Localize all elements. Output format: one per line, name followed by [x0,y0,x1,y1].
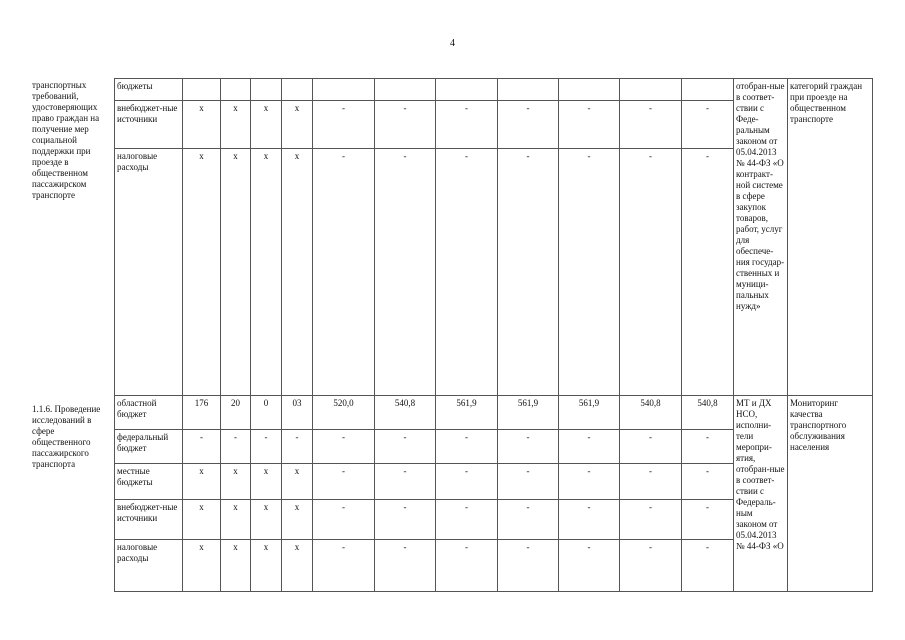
value-cell: - [559,430,620,464]
table-row [115,396,873,430]
value-cell: - [375,101,436,149]
value-cell: х [251,540,282,592]
value-cell: 520,0 [313,396,375,430]
value-cell: - [375,540,436,592]
value-cell: х [221,149,251,396]
value-cell: 20 [221,396,251,430]
value-cell [436,79,498,101]
result-cell: категорий граждан при проезде на общественном транспорте [788,79,873,396]
funding-source-cell: федеральный бюджет [115,430,183,464]
table-row [115,79,873,101]
value-cell: 540,8 [620,396,682,430]
value-cell: х [251,101,282,149]
value-cell: - [436,101,498,149]
value-cell: 561,9 [436,396,498,430]
value-cell: - [498,149,559,396]
value-cell: х [282,500,313,540]
value-cell: - [313,101,375,149]
value-cell: - [498,101,559,149]
value-cell: 561,9 [559,396,620,430]
value-cell: х [183,101,221,149]
value-cell: - [251,430,282,464]
value-cell: - [436,464,498,500]
value-cell: х [183,149,221,396]
value-cell: - [436,430,498,464]
value-cell: - [559,149,620,396]
value-cell [282,79,313,101]
value-cell: - [682,464,734,500]
table-part-2 [115,396,873,592]
executor-cell: МТ и ДХ НСО, исполни-тели меропри-ятия, отобран-ные в соответ-ствии с Федераль-ным законом от 05.04.2013 № 44-ФЗ «О [734,396,788,592]
value-cell: х [221,101,251,149]
table-part-1 [115,79,873,396]
value-cell: - [375,500,436,540]
value-cell: - [498,500,559,540]
funding-source-cell: бюджеты [115,79,183,101]
value-cell: х [221,500,251,540]
executor-cell: отобран-ные в соответ-ствии с Феде-ральным законом от 05.04.2013 № 44-ФЗ «О контракт-ной системе в сфере закупок товаров, работ, услуг для обеспече-ния государ-ственных и муници-пальных нужд» [734,79,788,396]
budget-table [114,78,873,592]
value-cell: - [682,540,734,592]
value-cell: - [682,500,734,540]
value-cell: 176 [183,396,221,430]
value-cell: 540,8 [375,396,436,430]
value-cell: х [251,464,282,500]
value-cell: - [682,149,734,396]
value-cell: х [282,149,313,396]
value-cell: х [251,500,282,540]
value-cell: - [313,540,375,592]
funding-source-cell: внебюджет-ные источники [115,500,183,540]
value-cell: - [620,464,682,500]
funding-source-cell: областной бюджет [115,396,183,430]
value-cell: - [620,500,682,540]
value-cell: 03 [282,396,313,430]
value-cell: - [620,149,682,396]
value-cell: 0 [251,396,282,430]
value-cell: - [436,540,498,592]
value-cell: 561,9 [498,396,559,430]
value-cell: х [282,101,313,149]
funding-source-cell: местные бюджеты [115,464,183,500]
funding-source-cell: внебюджет-ные источники [115,101,183,149]
value-cell [620,79,682,101]
value-cell: - [313,500,375,540]
value-cell: - [183,430,221,464]
value-cell: х [183,464,221,500]
value-cell: - [682,101,734,149]
value-cell [183,79,221,101]
value-cell: - [559,540,620,592]
value-cell: - [375,149,436,396]
value-cell [375,79,436,101]
value-cell: - [498,430,559,464]
value-cell: - [313,149,375,396]
funding-source-cell: налоговые расходы [115,149,183,396]
value-cell: - [620,101,682,149]
value-cell: - [559,101,620,149]
value-cell: - [221,430,251,464]
value-cell [498,79,559,101]
value-cell [682,79,734,101]
value-cell: - [682,430,734,464]
value-cell: х [282,540,313,592]
value-cell: - [436,500,498,540]
value-cell: - [498,540,559,592]
value-cell: х [183,540,221,592]
value-cell [559,79,620,101]
value-cell: - [313,430,375,464]
value-cell: - [375,430,436,464]
value-cell: - [559,464,620,500]
value-cell: х [183,500,221,540]
value-cell: - [620,540,682,592]
value-cell: х [221,464,251,500]
value-cell: - [282,430,313,464]
result-cell: Мониторинг качества транспортного обслуживания населения [788,396,873,592]
funding-source-cell: налоговые расходы [115,540,183,592]
value-cell: х [251,149,282,396]
value-cell [251,79,282,101]
activity-description-part1: транспортных требований, удостоверяющих право граждан на получение мер социальной поддержки при проезде в общественном пассажирском транспорте [32,80,100,200]
value-cell: - [559,500,620,540]
value-cell: х [282,464,313,500]
value-cell: - [498,464,559,500]
value-cell: - [375,464,436,500]
value-cell: х [221,540,251,592]
value-cell [221,79,251,101]
value-cell: - [436,149,498,396]
page-number: 4 [450,38,455,49]
activity-description-part2: 1.1.6. Проведение исследований в сфере общественного пассажирского транспорта [32,404,101,469]
value-cell [313,79,375,101]
value-cell: - [620,430,682,464]
value-cell: 540,8 [682,396,734,430]
value-cell: - [313,464,375,500]
